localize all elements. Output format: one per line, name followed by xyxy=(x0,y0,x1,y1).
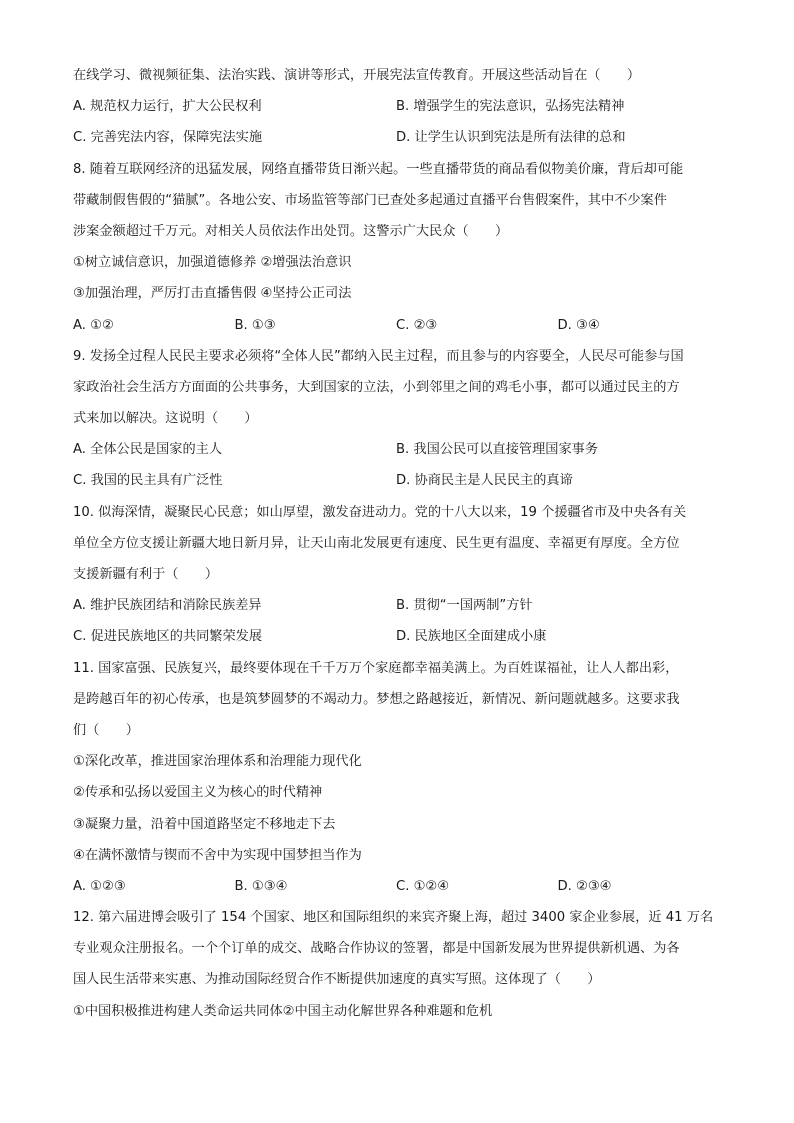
option-b: B. ①③ xyxy=(234,317,276,333)
exam-page xyxy=(73,60,723,1027)
question-stem-line: 涉案金额超过千万元。对相关人员依法作出处罚。这警示广大民众（ ） xyxy=(73,223,509,239)
options-row xyxy=(73,310,723,341)
question-8 xyxy=(73,154,723,341)
statement-line: ③加强治理，严厉打击直播售假 ④坚持公正司法 xyxy=(73,286,352,302)
statement-line: ①树立诚信意识，加强道德修养 ②增强法治意识 xyxy=(73,255,352,271)
question-stem-line: 单位全方位支援让新疆大地日新月异，让天山南北发展更有速度、民生更有温度、幸福更有厚度。全方位 xyxy=(73,535,680,551)
option-b: B. 我国公民可以直接管理国家事务 xyxy=(396,442,599,458)
option-a: A. ①② xyxy=(73,317,114,333)
options-row xyxy=(73,434,723,465)
question-stem-line: 11. 国家富强、民族复兴，最终要体现在千千万万个家庭都幸福美满上。为百姓谋福祉，让人人都出彩， xyxy=(73,660,679,676)
option-d: D. 民族地区全面建成小康 xyxy=(396,629,547,645)
option-b: B. ①③④ xyxy=(234,878,288,894)
option-d: D. ③④ xyxy=(557,317,600,333)
question-stem-line: 式来加以解决。这说明（ ） xyxy=(73,411,258,427)
option-c: C. ①②④ xyxy=(396,878,450,894)
question-7 xyxy=(73,60,723,154)
question-stem-line: 带藏制假售假的“猫腻”。各地公安、市场监管等部门已查处多起通过直播平台售假案件，其中不少案件 xyxy=(73,192,667,208)
option-a: A. 规范权力运行，扩大公民权利 xyxy=(73,99,262,115)
question-stem-line: 8. 随着互联网经济的迅猛发展，网络直播带货日渐兴起。一些直播带货的商品看似物美价廉，背后却可能 xyxy=(73,161,684,177)
option-b: B. 贯彻“一国两制”方针 xyxy=(396,598,533,614)
statement-line: ①深化改革，推进国家治理体系和治理能力现代化 xyxy=(73,754,362,770)
question-stem-line: 家政治社会生活方方面面的公共事务，大到国家的立法，小到邻里之间的鸡毛小事，都可以通过民主的方 xyxy=(73,379,680,395)
question-12 xyxy=(73,902,723,1027)
statement-line: ②传承和弘扬以爱国主义为核心的时代精神 xyxy=(73,785,323,801)
option-d: D. 协商民主是人民民主的真谛 xyxy=(396,473,573,489)
option-b: B. 增强学生的宪法意识，弘扬宪法精神 xyxy=(396,99,625,115)
question-stem-line: 是跨越百年的初心传承，也是筑梦圆梦的不竭动力。梦想之路越接近，新情况、新问题就越多。这要求我 xyxy=(73,691,680,707)
option-a: A. 维护民族团结和消除民族差异 xyxy=(73,598,262,614)
question-stem-line: 支援新疆有利于（ ） xyxy=(73,567,219,582)
option-c: C. 完善宪法内容，保障宪法实施 xyxy=(73,130,263,146)
question-stem-line: 专业观众注册报名。一个个订单的成交、战略合作协议的签署，都是中国新发展为世界提供新机遇、为各 xyxy=(73,941,680,957)
options-row xyxy=(73,621,723,652)
question-stem-line: 国人民生活带来实惠、为推动国际经贸合作不断提供加速度的真实写照。这体现了（ ） xyxy=(73,972,601,988)
question-11 xyxy=(73,653,723,903)
question-stem-line: 们（ ） xyxy=(73,722,139,738)
option-c: C. 我国的民主具有广泛性 xyxy=(73,473,223,489)
options-row xyxy=(73,91,723,122)
options-row xyxy=(73,590,723,621)
question-10 xyxy=(73,497,723,653)
statement-line: ③凝聚力量，沿着中国道路坚定不移地走下去 xyxy=(73,816,336,832)
options-row xyxy=(73,122,723,153)
question-stem-line: 在线学习、微视频征集、法治实践、演讲等形式，开展宪法宣传教育。开展这些活动旨在（ ） xyxy=(73,68,641,83)
option-c: C. ②③ xyxy=(396,317,438,333)
option-a: A. 全体公民是国家的主人 xyxy=(73,442,223,458)
option-d: D. 让学生认识到宪法是所有法律的总和 xyxy=(396,130,626,146)
question-stem-line: 12. 第六届进博会吸引了 154 个国家、地区和国际组织的来宾齐聚上海，超过 3400 家企业参展，近 41 万名 xyxy=(73,910,714,926)
question-9 xyxy=(73,341,723,497)
statement-line: ①中国积极推进构建人类命运共同体②中国主动化解世界各种难题和危机 xyxy=(73,1003,493,1019)
question-stem-line: 9. 发扬全过程人民民主要求必须将“全体人民”都纳入民主过程，而且参与的内容要全，人民尽可能参与国 xyxy=(73,348,684,364)
options-row xyxy=(73,465,723,496)
options-row xyxy=(73,871,723,902)
question-stem-line: 10. 似海深情，凝聚民心民意；如山厚望，激发奋进动力。党的十八大以来，19 个援疆省市及中央各有关 xyxy=(73,504,687,520)
option-c: C. 促进民族地区的共同繁荣发展 xyxy=(73,629,263,645)
option-a: A. ①②③ xyxy=(73,878,126,894)
statement-line: ④在满怀激情与锲而不舍中为实现中国梦担当作为 xyxy=(73,847,362,863)
option-d: D. ②③④ xyxy=(557,878,612,894)
